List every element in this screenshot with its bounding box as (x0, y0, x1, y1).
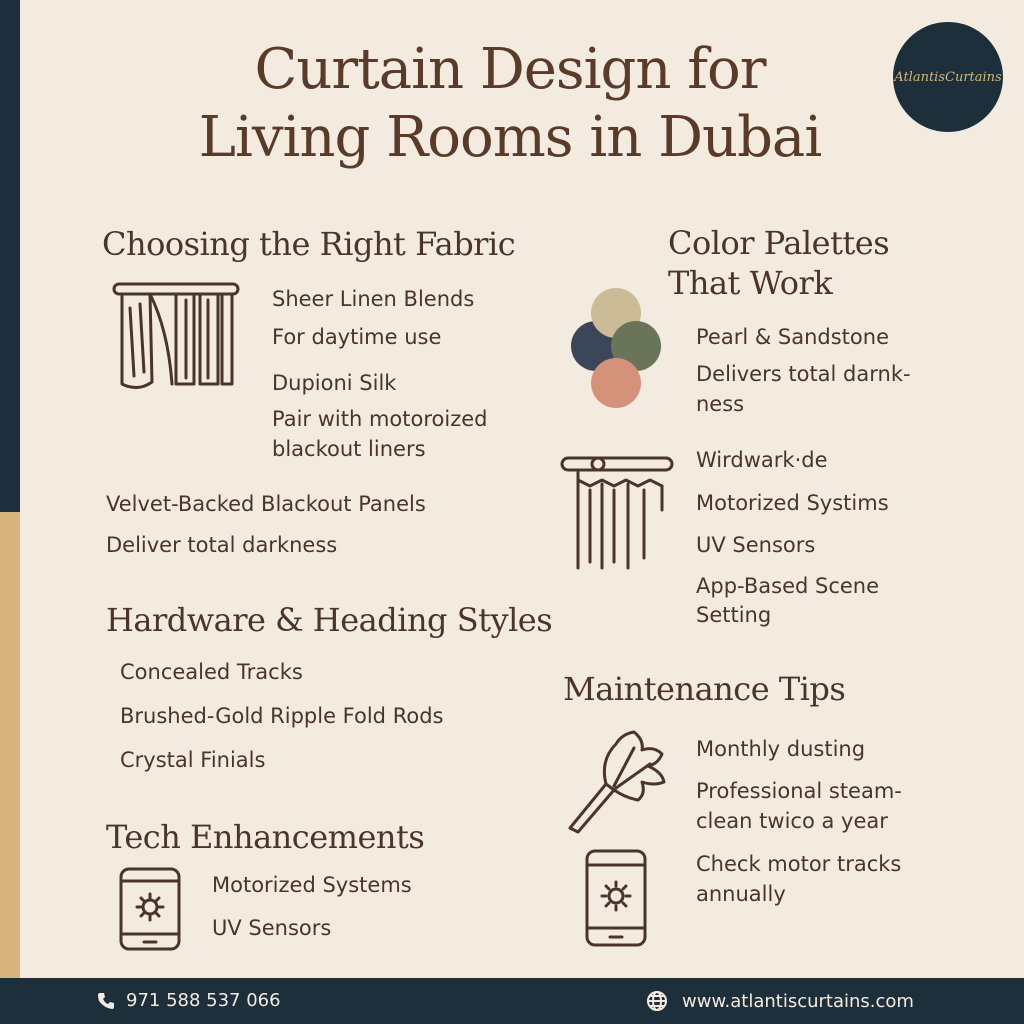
logo-text: AtlantisCurtains (894, 69, 1002, 85)
palettes-item-desc-2: ness (696, 392, 745, 416)
maintenance-item-2-line-2: clean twico a year (696, 809, 888, 833)
fabric-heading: Choosing the Right Fabric (102, 225, 516, 263)
fabric-velvet-desc: Deliver total darkness (106, 533, 338, 557)
maintenance-item-2-line-1: Professional steam- (696, 779, 902, 803)
fabric-sheer-desc: For daytime use (272, 325, 442, 349)
fabric-sheer-title: Sheer Linen Blends (272, 287, 475, 311)
page-title (100, 36, 920, 172)
curtain-rod-icon (558, 450, 678, 576)
swatch-terracotta (591, 358, 641, 408)
fabric-silk-desc-2: blackout liners (272, 437, 426, 461)
maintenance-item-1: Monthly dusting (696, 737, 866, 761)
footer-website-url: www.atlantiscurtains.com (682, 990, 914, 1012)
tech-item-2: UV Sensors (212, 916, 332, 940)
palettes-heading-line-1: Color Palettes (668, 224, 890, 262)
fabric-silk-desc-1: Pair with motoroized (272, 407, 488, 431)
footer-phone-number: 971 588 537 066 (126, 990, 281, 1011)
feather-duster-icon (562, 724, 672, 836)
footer-bar (0, 978, 1024, 1024)
left-accent-bar-gold (0, 512, 20, 978)
phone-gear-icon (118, 866, 182, 952)
brand-logo[interactable] (893, 22, 1003, 132)
hardware-item-1: Concealed Tracks (120, 660, 303, 684)
hardware-heading: Hardware & Heading Styles (106, 601, 553, 639)
left-accent-bar-navy (0, 0, 20, 512)
footer-phone[interactable] (96, 990, 281, 1011)
fabric-silk-title: Dupioni Silk (272, 371, 397, 395)
globe-icon (646, 990, 668, 1012)
palettes-item-title: Pearl & Sandstone (696, 325, 889, 349)
maintenance-item-3-line-1: Check motor tracks (696, 852, 902, 876)
palettes-heading-line-2: That Work (668, 264, 833, 302)
title-line-1: Curtain Design for (254, 37, 766, 102)
smart-item-2: UV Sensors (696, 533, 816, 557)
palettes-item-desc-1: Delivers total darnk- (696, 362, 911, 386)
title-line-2: Living Rooms in Dubai (198, 105, 822, 170)
smart-item-3-line-1: App-Based Scene (696, 574, 880, 598)
smart-item-1: Motorized Systims (696, 491, 889, 515)
smart-item-3-line-2: Setting (696, 603, 772, 627)
color-swatches-icon (566, 286, 666, 412)
hardware-item-2: Brushed-Gold Ripple Fold Rods (120, 704, 444, 728)
phone-gear-icon (584, 848, 650, 950)
smart-brand: Wirdwark·de (696, 448, 828, 472)
curtain-icon (108, 280, 243, 395)
maintenance-item-3-line-2: annually (696, 882, 786, 906)
fabric-velvet-title: Velvet-Backed Blackout Panels (106, 492, 426, 516)
maintenance-heading: Maintenance Tips (563, 670, 846, 708)
footer-website[interactable] (646, 990, 914, 1012)
hardware-item-3: Crystal Finials (120, 748, 266, 772)
tech-item-1: Motorized Systems (212, 873, 412, 897)
phone-icon (96, 991, 116, 1011)
tech-heading: Tech Enhancements (106, 818, 425, 856)
